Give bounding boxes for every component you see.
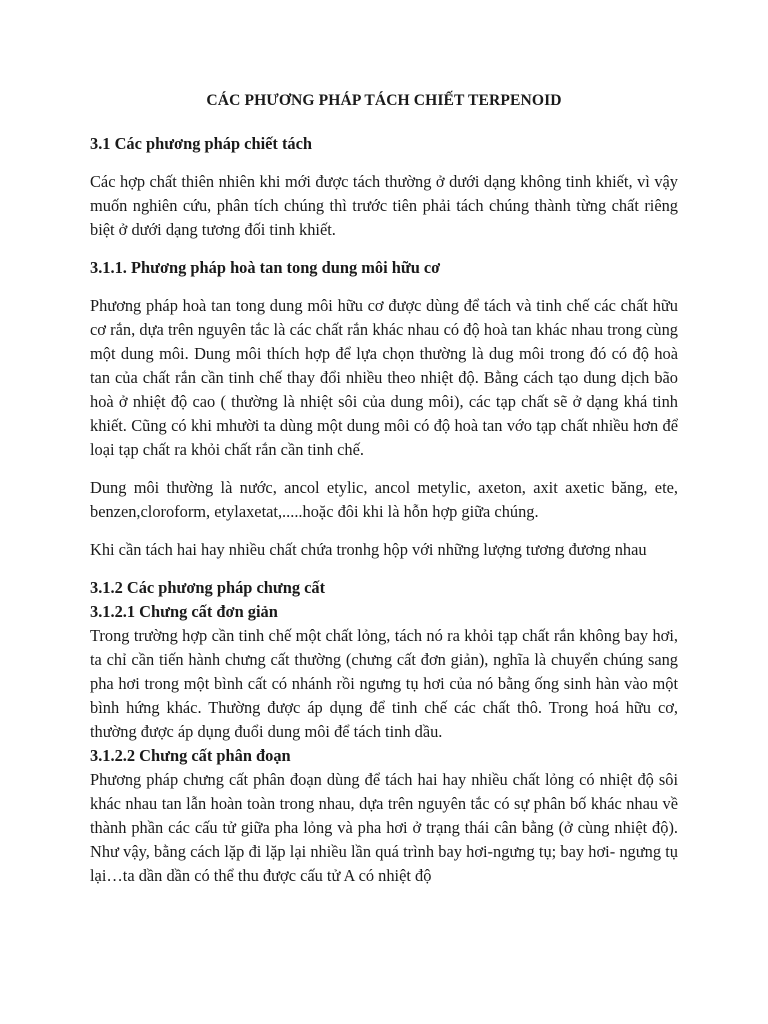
paragraph: Phương pháp hoà tan tong dung môi hữu cơ được dùng để tách và tinh chế các chất hữu cơ rắn, dựa trên nguyên tắc là các chất rắn khác nhau có độ hoà tan khác nhau trong cùng một dung môi. Dung môi thích hợp để lựa chọn thường là dug môi trong đó có độ hoà tan của chất rắn cần tinh chế thay đổi nhiều theo nhiệt độ. Bằng cách tạo dung dịch bão hoà ở nhiệt độ cao ( thường là nhiệt sôi của dung môi), các tạp chất sẽ ở dạng khá tinh khiết. Cũng có khi mhười ta dùng một dung môi có độ hoà tan vớo tạp chất nhiều hơn để loại tạp chất ra khỏi chất rắn cần tinh chế.	[90, 296, 678, 459]
paragraph: Khi cần tách hai hay nhiều chất chứa tronhg hộp với những lượng tương đương nhau	[90, 540, 647, 559]
section-3-1	[90, 132, 678, 242]
section-heading: 3.1.1. Phương pháp hoà tan tong dung môi hữu cơ	[90, 258, 441, 277]
page-title: CÁC PHƯƠNG PHÁP TÁCH CHIẾT TERPENOID	[206, 92, 562, 109]
paragraph: Phương pháp chưng cất phân đoạn dùng để tách hai hay nhiều chất lỏng có nhiệt độ sôi khác nhau tan lẫn hoàn toàn trong nhau, dựa trên nguyên tắc có sự phân bố khác nhau về thành phần các cấu tử giữa pha lỏng và pha hơi ở trạng thái cân bằng (ở cùng nhiệt độ). Như vậy, bằng cách lặp đi lặp lại nhiều lần quá trình bay hơi-ngưng tụ; bay hơi- ngưng tụ lại…ta dần dần có thể thu được cấu tử A có nhiệt độ	[90, 770, 678, 885]
section-3-1-1	[90, 256, 678, 562]
section-3-1-2-1	[90, 600, 678, 744]
section-heading: 3.1.2.2 Chưng cất phân đoạn	[90, 746, 291, 765]
section-heading: 3.1.2.1 Chưng cất đơn giản	[90, 602, 278, 621]
section-3-1-2	[90, 576, 678, 600]
paragraph: Dung môi thường là nước, ancol etylic, ancol metylic, axeton, axit axetic băng, ete, benzen,cloroform, etylaxetat,.....hoặc đôi khi là hỗn hợp giữa chúng.	[90, 478, 678, 521]
section-heading: 3.1.2 Các phương pháp chưng cất	[90, 578, 326, 597]
section-heading: 3.1 Các phương pháp chiết tách	[90, 134, 313, 153]
section-3-1-2-2	[90, 744, 678, 888]
paragraph: Trong trường hợp cần tinh chế một chất lỏng, tách nó ra khỏi tạp chất rắn không bay hơi, ta chỉ cần tiến hành chưng cất thường (chưng cất đơn giản), nghĩa là chuyển chúng sang pha hơi trong một bình cất có nhánh rồi ngưng tụ hơi của nó bằng ống sinh hàn vào một bình hứng khác. Thường được áp dụng để tinh chế các chất thô. Trong hoá hữu cơ, thường được áp dụng đuổi dung môi để tách tinh dầu.	[90, 626, 678, 741]
paragraph: Các hợp chất thiên nhiên khi mới được tách thường ở dưới dạng không tinh khiết, vì vậy muốn nghiên cứu, phân tích chúng thì trước tiên phải tách chúng thành từng chất riêng biệt ở dưới dạng tương đối tinh khiết.	[90, 172, 678, 239]
